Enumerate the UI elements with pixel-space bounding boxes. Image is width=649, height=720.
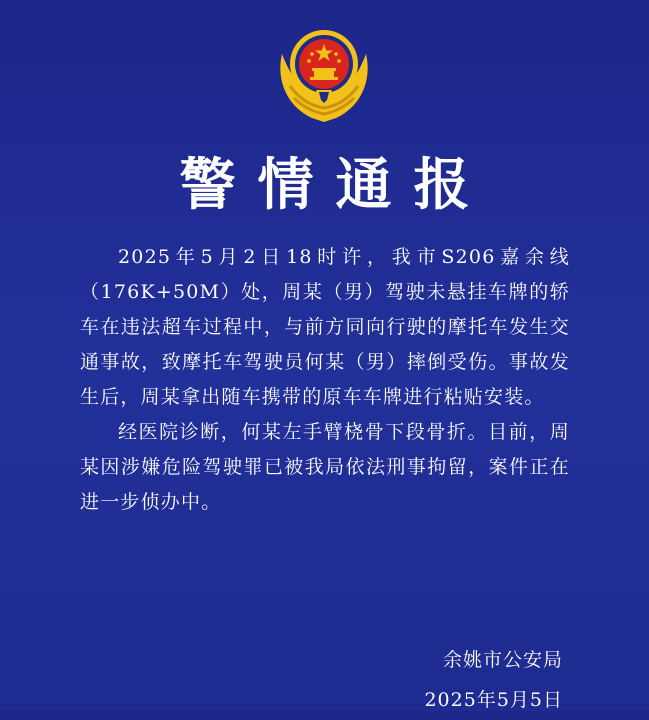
notice-signature	[424, 640, 563, 720]
notice-title: 警情通报	[179, 153, 492, 218]
issue-date: 2025年5月5日	[424, 689, 563, 711]
issuer-name: 余姚市公安局	[442, 649, 563, 671]
notice-body	[80, 240, 570, 520]
police-emblem-icon	[272, 24, 376, 126]
notice-paragraph-2: 经医院诊断，何某左手臂桡骨下段骨折。目前，周某因涉嫌危险驾驶罪已被我局依法刑事拘留，案件正在进一步侦办中。	[80, 421, 570, 513]
notice-paragraph-1: 2025年5月2日18时许，我市S206嘉余线（176K+50M）处，周某（男）驾驶未悬挂车牌的轿车在违法超车过程中，与前方同向行驶的摩托车发生交通事故，致摩托车驾驶员何某（男）摔倒受伤。事故发生后，周某拿出随车携带的原车车牌进行粘贴安装。	[80, 246, 570, 408]
